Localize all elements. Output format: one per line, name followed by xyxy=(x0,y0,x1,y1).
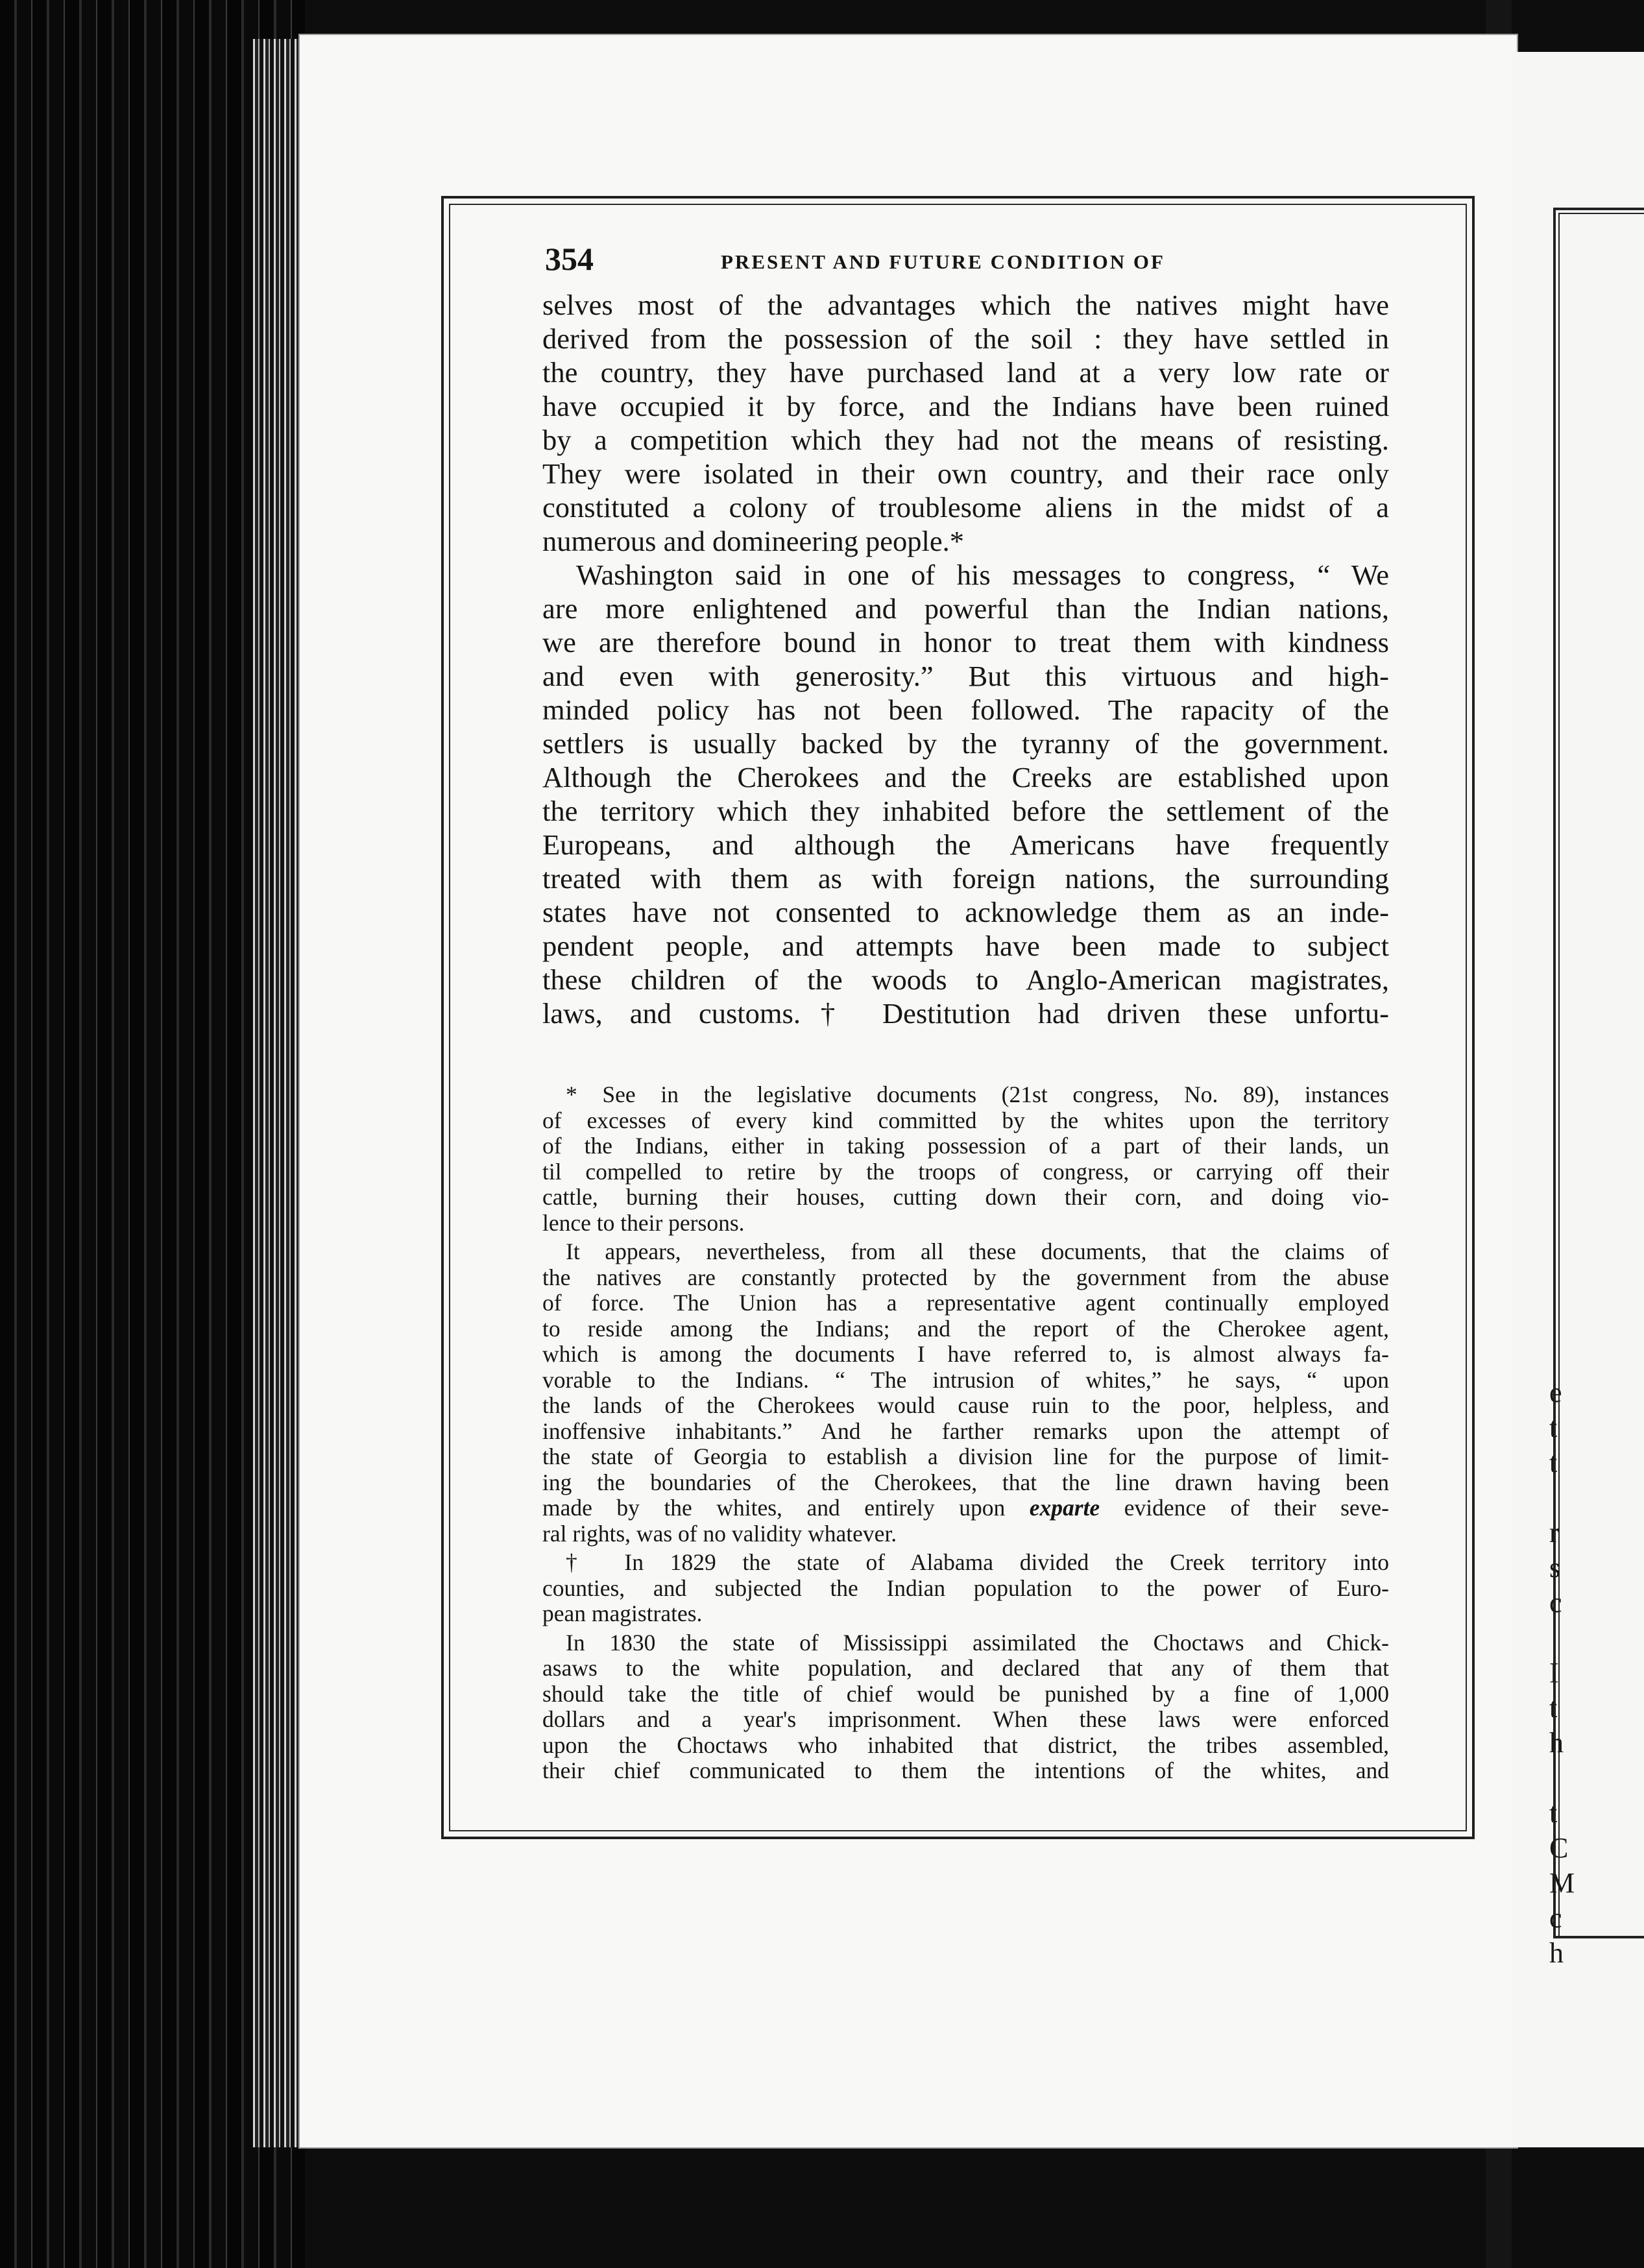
facing-glyph: e xyxy=(1549,1377,1562,1408)
footnote-line: cattle, burning their houses, cutting down their corn, and doing vio- xyxy=(542,1184,1389,1210)
footnote-line: ral rights, was of no validity whatever. xyxy=(542,1520,897,1547)
footnote-line: † In 1829 the state of Alabama divided the Creek territory into xyxy=(566,1549,1389,1575)
footnote-line: It appears, nevertheless, from all these documents, that the claims of xyxy=(566,1238,1389,1264)
body-line: treated with them as with foreign nations, the surrounding xyxy=(542,862,1389,895)
running-title: PRESENT AND FUTURE CONDITION OF xyxy=(721,250,1165,273)
footnote-line: pean magistrates. xyxy=(542,1600,703,1626)
footnote-line: their chief communicated to them the intentions of the whites, and xyxy=(542,1757,1389,1783)
footnote-line: should take the title of chief would be punished by a fine of 1,000 xyxy=(542,1680,1389,1707)
footnote-line: * See in the legislative documents (21st congress, No. 89), instances xyxy=(566,1081,1389,1107)
footnote-line: the lands of the Cherokees would cause ruin to the poor, helpless, and xyxy=(542,1392,1389,1418)
body-line: selves most of the advantages which the natives might have xyxy=(542,289,1389,321)
body-line: Europeans, and although the Americans have frequently xyxy=(542,828,1389,861)
footnote-line: asaws to the white population, and declared that any of them that xyxy=(542,1655,1389,1681)
body-line: constituted a colony of troublesome aliens in the midst of a xyxy=(542,491,1389,524)
footnote-text: made by the whites, and entirely upon xyxy=(542,1495,1006,1521)
footnote-line: which is among the documents I have referred to, is almost always fa- xyxy=(542,1341,1389,1367)
facing-glyph xyxy=(1549,1761,1644,1796)
facing-glyph: C xyxy=(1549,1832,1569,1864)
footnote-line: of the Indians, either in taking possession of a part of their lands, un xyxy=(542,1133,1389,1159)
body-line: have occupied it by force, and the Indians have been ruined xyxy=(542,390,1389,422)
facing-glyph: t xyxy=(1549,1447,1558,1478)
footnotes xyxy=(542,1082,1389,1784)
facing-glyph: t xyxy=(1549,1412,1558,1443)
page-content xyxy=(542,234,1389,1784)
body-line: states have not consented to acknowledge them as an inde- xyxy=(542,896,1389,928)
footnote-line xyxy=(542,1495,1389,1521)
footnote-line: ing the boundaries of the Cherokees, that the line drawn having been xyxy=(542,1469,1389,1495)
footnote-text: evidence of their seve- xyxy=(1100,1495,1390,1521)
footnote-line: upon the Choctaws who inhabited that district, the tribes assembled, xyxy=(542,1731,1389,1758)
facing-glyph: t xyxy=(1549,1692,1558,1724)
body-line: these children of the woods to Anglo-American magistrates, xyxy=(542,963,1389,996)
footnote-line: til compelled to retire by the troops of congress, or carrying off their xyxy=(542,1158,1389,1185)
body-line: Although the Cherokees and the Creeks are established upon xyxy=(542,761,1389,793)
footnote-line: the state of Georgia to establish a division line for the purpose of limit- xyxy=(542,1443,1389,1469)
main-text xyxy=(542,288,1389,1030)
page-number: 354 xyxy=(545,241,594,277)
footnote-line: of force. The Union has a representative agent continually employed xyxy=(542,1290,1389,1316)
facing-glyph: s xyxy=(1549,1552,1561,1584)
footnote-line: dollars and a year's imprisonment. When these laws were enforced xyxy=(542,1706,1389,1732)
facing-glyph: h xyxy=(1549,1727,1564,1759)
running-header xyxy=(542,234,1389,279)
footnote-italic-term: exparte xyxy=(1029,1495,1100,1521)
body-line: Washington said in one of his messages to congress, “ We xyxy=(576,559,1389,591)
facing-glyph xyxy=(1549,1480,1644,1515)
body-line: settlers is usually backed by the tyranny of the government. xyxy=(542,727,1389,760)
body-line: numerous and domineering people.* xyxy=(542,525,965,557)
footnote-line: of excesses of every kind committed by the whites upon the territory xyxy=(542,1107,1389,1133)
footnote-line: vorable to the Indians. “ The intrusion of whites,” he says, “ upon xyxy=(542,1366,1389,1393)
facing-glyph: t xyxy=(1549,1797,1558,1829)
footnote-line: inoffensive inhabitants.” And he farther remarks upon the attempt of xyxy=(542,1418,1389,1444)
body-line: we are therefore bound in honor to treat them with kindness xyxy=(542,626,1389,658)
body-line: are more enlightened and powerful than the Indian nations, xyxy=(542,592,1389,625)
page-edges xyxy=(253,39,305,2147)
footnote-line: counties, and subjected the Indian population to the power of Euro- xyxy=(542,1574,1389,1601)
body-line: the country, they have purchased land at a very low rate or xyxy=(542,356,1389,389)
footnote-line: to reside among the Indians; and the report of the Cherokee agent, xyxy=(542,1315,1389,1342)
facing-page-text xyxy=(1549,1375,1644,1971)
facing-glyph: I xyxy=(1549,1657,1559,1689)
footnote-line: the natives are constantly protected by the government from the abuse xyxy=(542,1264,1389,1290)
footnote-line: In 1830 the state of Mississippi assimilated the Choctaws and Chick- xyxy=(566,1629,1389,1656)
body-line: laws, and customs.† Destitution had driven these unfortu- xyxy=(542,997,1389,1030)
facing-glyph: r xyxy=(1549,1517,1559,1549)
facing-glyph xyxy=(1549,1621,1644,1656)
facing-glyph: h xyxy=(1549,1937,1564,1969)
body-line: the territory which they inhabited before the settlement of the xyxy=(542,795,1389,827)
facing-glyph: c xyxy=(1549,1902,1562,1934)
body-line: by a competition which they had not the means of resisting. xyxy=(542,424,1389,456)
body-line: derived from the possession of the soil : they have settled in xyxy=(542,322,1389,355)
body-line: They were isolated in their own country, and their race only xyxy=(542,457,1389,490)
body-line: minded policy has not been followed. The rapacity of the xyxy=(542,694,1389,726)
body-line: and even with generosity.” But this virtuous and high- xyxy=(542,660,1389,692)
facing-glyph: c xyxy=(1549,1587,1562,1619)
facing-glyph: M xyxy=(1549,1867,1575,1899)
footnote-line: lence to their persons. xyxy=(542,1209,745,1236)
body-line: pendent people, and attempts have been made to subject xyxy=(542,930,1389,962)
